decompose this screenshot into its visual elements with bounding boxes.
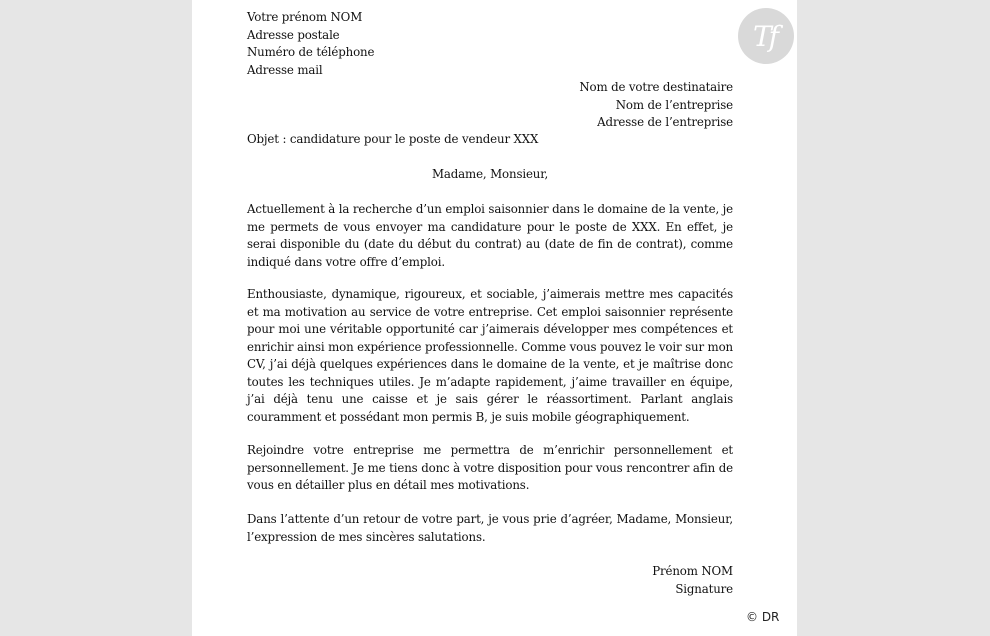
sender-email: Adresse mail — [247, 62, 323, 77]
closing-name: Prénom NOM — [652, 564, 733, 578]
recipient-company: Nom de l’entreprise — [615, 97, 733, 112]
recipient-address: Adresse de l’entreprise — [597, 115, 733, 129]
photo-credit: © DR — [746, 610, 780, 624]
paragraph-3: Rejoindre votre entreprise me permettra de m’enrichir personnellement et personnellement. Je me tiens donc à votre disposition pour vous rencontrer afin de vous en détailler plus en détail mes motivations. — [247, 443, 733, 492]
subject-line: Objet : candidature pour le poste de vendeur XXX — [247, 132, 539, 146]
recipient-block — [247, 79, 733, 132]
greeting: Madame, Monsieur, — [431, 167, 549, 181]
sender-name: Votre prénom NOM — [247, 10, 363, 24]
sender-block — [247, 9, 733, 79]
recipient-name: Nom de votre destinataire — [579, 80, 733, 94]
sender-phone: Numéro de téléphone — [247, 45, 375, 59]
paragraph-4: Dans l’attente d’un retour de votre part, je vous prie d’agréer, Madame, Monsieur, l’expression de mes sincères salutations. — [247, 512, 733, 544]
terrafemina-logo — [738, 8, 794, 64]
closing-block — [247, 563, 733, 598]
sender-address: Adresse postale — [247, 27, 340, 42]
paragraph-1: Actuellement à la recherche d’un emploi saisonnier dans le domaine de la vente, je me permets de vous envoyer ma candidature pour le poste de XXX. En effet, je serai disponible du (date du début du contrat) au (date de fin de contrat), comme indiqué dans votre offre d’emploi. — [247, 202, 733, 269]
closing-signature: Signature — [675, 581, 733, 596]
paragraph-2: Enthousiaste, dynamique, rigoureux, et sociable, j’aimerais mettre mes capacités et ma motivation au service de votre entreprise. Cet emploi saisonnier représente pour moi une véritable opportunité car j’aimerais développer mes compétences et enrichir ainsi mon expérience professionnelle. Comme vous pouvez le voir sur mon CV, j’ai déjà quelques expériences dans le domaine de la vente, et je maîtrise donc toutes les techniques utiles. Je m’adapte rapidement, j’aime travailler en équipe, j’ai déjà tenu une caisse et je sais gérer le réassortiment. Parlant anglais couramment et possédant mon permis B, je suis mobile géographiquement. — [247, 287, 733, 424]
logo-text: Tf — [752, 19, 777, 53]
